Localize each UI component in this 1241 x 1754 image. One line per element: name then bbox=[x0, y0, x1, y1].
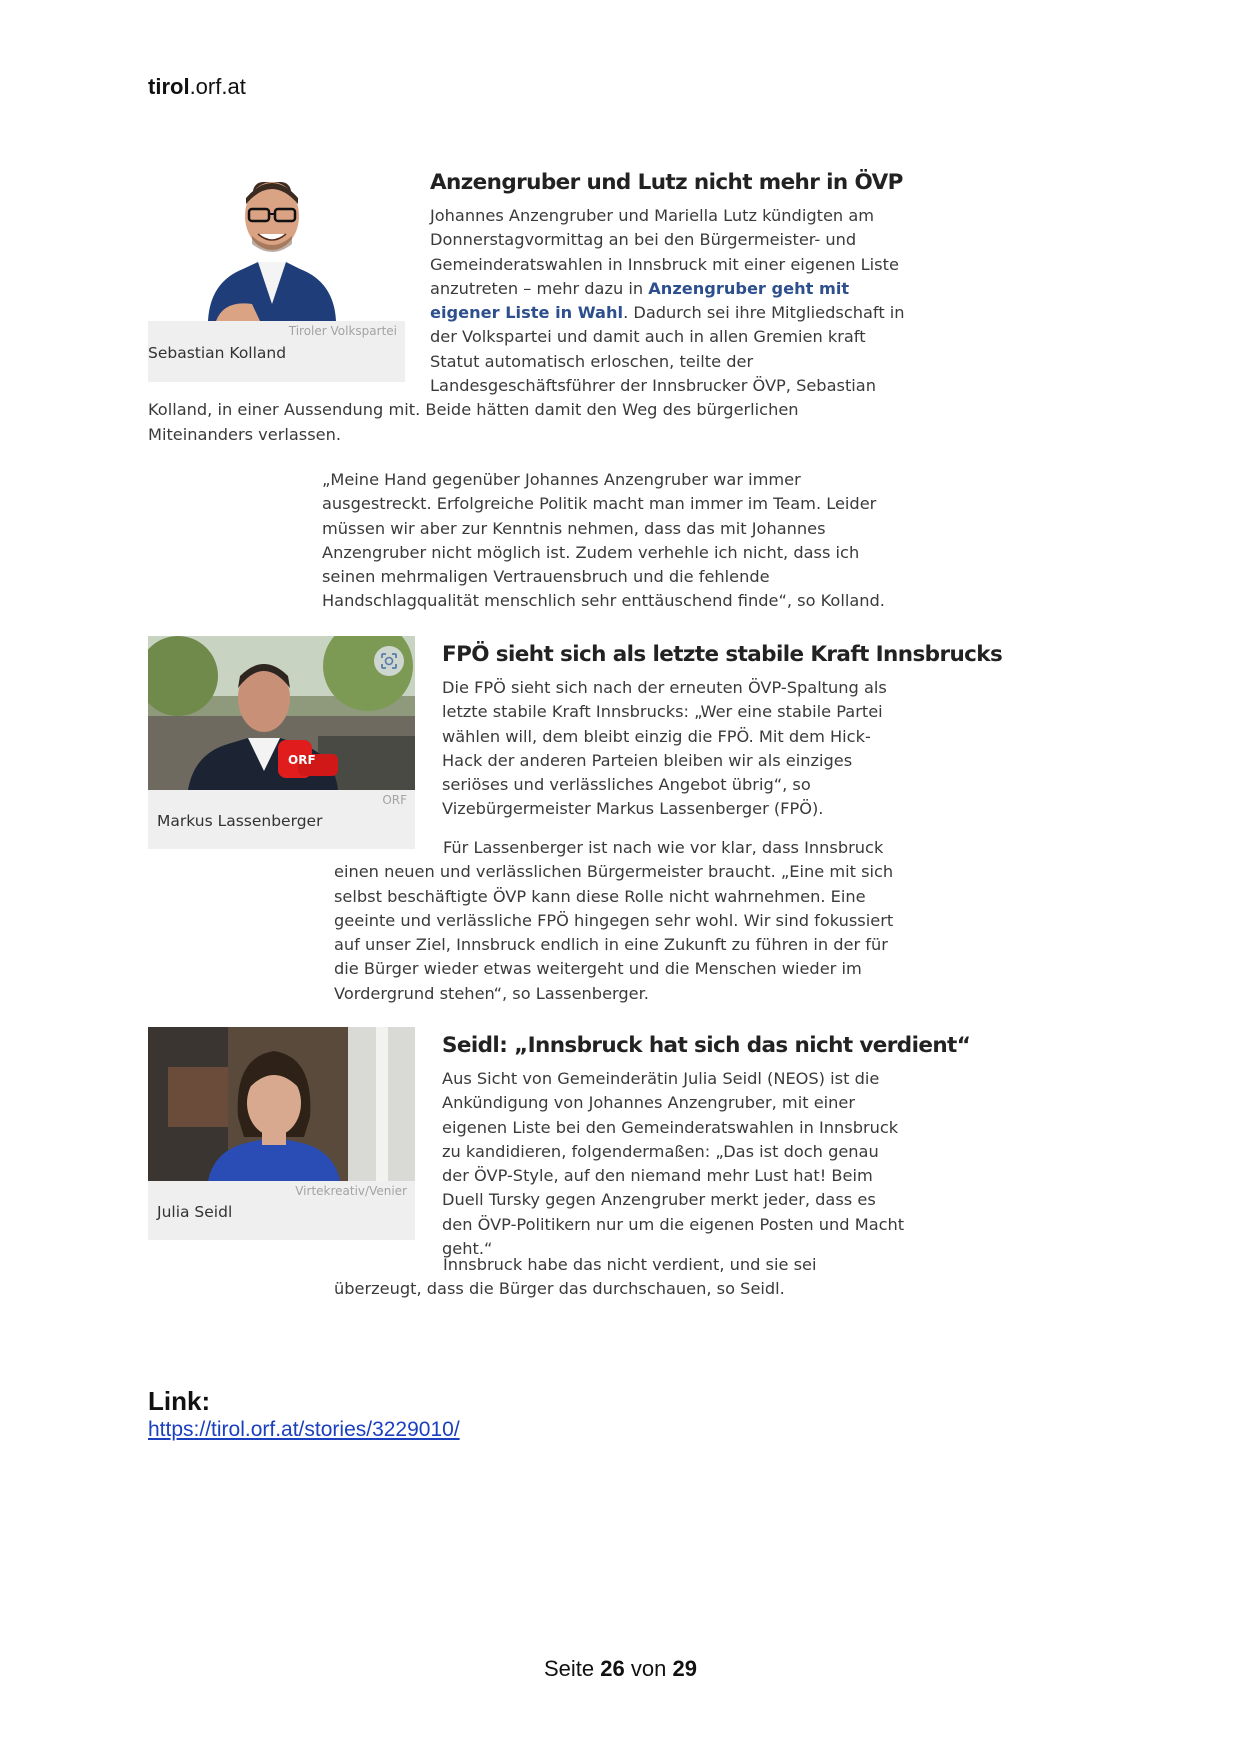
article-quote-2 bbox=[334, 836, 908, 1006]
article-paragraph: Aus Sicht von Gemeinderätin Julia Seidl (NEOS) ist die Ankündigung von Johannes Anzengruber, mit einer eigenen Liste bei den Gemeinderatswahlen in Innsbruck zu kandidieren, folgendermaßen: „Das ist doch genau der ÖVP-Style, auf den niemand mehr Lust hat! Beim Duell Tursky gegen Anzengruber merkt jeder, dass es den ÖVP-Politikern nur um die eigenen Posten und Macht geht.“ bbox=[442, 1069, 905, 1259]
photo-card bbox=[148, 1027, 415, 1240]
photo-card bbox=[148, 636, 415, 849]
photo-caption: Markus Lassenberger bbox=[157, 812, 323, 830]
article-headline: FPÖ sieht sich als letzte stabile Kraft Innsbrucks bbox=[442, 642, 1003, 667]
page-number: 26 bbox=[600, 1656, 625, 1681]
photo-credit: Virtekreativ/Venier bbox=[295, 1184, 407, 1198]
article-paragraph: Innsbruck habe das nicht verdient, und sie sei überzeugt, dass die Bürger das durchschauen, so Seidl. bbox=[334, 1255, 817, 1299]
site-name-bold: tirol bbox=[148, 74, 190, 99]
svg-text:ORF: ORF bbox=[288, 753, 316, 767]
photo-caption: Julia Seidl bbox=[157, 1203, 233, 1221]
article-paragraph: „Meine Hand gegenüber Johannes Anzengruber war immer ausgestreckt. Erfolgreiche Politik macht man immer im Team. Leider müssen wir aber zur Kenntnis nehmen, dass das mit Johannes Anzengruber nicht möglich ist. Zudem verhehle ich nicht, dass ich seinen mehrmaligen Vertrauensbruch und die fehlende Handschlagqualität menschlich sehr enttäuschend finde“, so Kolland. bbox=[322, 470, 885, 611]
paragraph-text: Johannes Anzengruber und Mariella Lutz kündigten am Donnerstagvormittag an bei den Bürgermeister- und Gemeinderatswahlen in Innsbruck mit einer eigenen Liste anzutreten – mehr dazu in bbox=[430, 206, 899, 298]
page-of: von bbox=[630, 1656, 667, 1681]
link-label: Link: bbox=[148, 1386, 211, 1416]
paragraph-text: . Dadurch sei ihre Mitgliedschaft in der Volkspartei und damit auch in allen Gremien kraft Statut automatisch erloschen, teilte der Landesgeschäftsführer der Innsbrucker ÖVP, Sebastian Kolland, in einer Aussendung mit. Beide hätten damit den Weg des bürgerlichen Miteinanders verlassen. bbox=[148, 303, 905, 444]
article-section-3 bbox=[148, 1027, 971, 1261]
photo-caption: Sebastian Kolland bbox=[148, 344, 287, 362]
article-paragraph: Die FPÖ sieht sich nach der erneuten ÖVP-Spaltung als letzte stabile Kraft Innsbrucks: „Wer eine stabile Partei wählen will, dem bleibt einzig die FPÖ. Mit dem Hick-Hack der anderen Parteien bleiben wir als einziges seriöses und verlässliches Angebot übrig“, so Vizebürgermeister Markus Lassenberger (FPÖ). bbox=[442, 678, 887, 819]
photo-card bbox=[148, 164, 405, 382]
source-url-link[interactable]: https://tirol.orf.at/stories/3229010/ bbox=[148, 1418, 460, 1441]
site-header bbox=[148, 74, 246, 100]
page-total: 29 bbox=[672, 1656, 697, 1681]
article-paragraph: Für Lassenberger ist nach wie vor klar, dass Innsbruck einen neuen und verlässlichen Bürgermeister braucht. „Eine mit sich selbst beschäftigte ÖVP kann diese Rolle nicht wahrnehmen. Eine geeinte und verlässliche FPÖ hingegen sehr wohl. Wir sind fokussiert auf unser Ziel, Innsbruck endlich in eine Zukunft zu führen in der für die Bürger wieder etwas weitergeht und die Menschen wieder im Vordergrund stehen“, so Lassenberger. bbox=[334, 838, 894, 1003]
image-search-icon[interactable] bbox=[374, 646, 404, 676]
article-section-1 bbox=[148, 164, 908, 447]
photo-credit: Tiroler Volkspartei bbox=[288, 324, 397, 338]
page-footer bbox=[0, 1656, 1241, 1682]
site-name-rest: .orf.at bbox=[189, 74, 246, 99]
photo-credit: ORF bbox=[382, 793, 407, 807]
portrait-photo bbox=[148, 164, 405, 321]
article-headline: Anzengruber und Lutz nicht mehr in ÖVP bbox=[430, 170, 903, 195]
article-section-2 bbox=[148, 636, 1003, 849]
related-story-link[interactable]: Anzengruber geht mit eigener Liste in Wahl bbox=[430, 278, 850, 323]
article-quote-3 bbox=[334, 1253, 908, 1302]
page-label: Seite bbox=[544, 1656, 595, 1681]
article-quote-1 bbox=[322, 468, 908, 614]
article-headline: Seidl: „Innsbruck hat sich das nicht verdient“ bbox=[442, 1033, 971, 1058]
portrait-photo bbox=[148, 1027, 415, 1181]
